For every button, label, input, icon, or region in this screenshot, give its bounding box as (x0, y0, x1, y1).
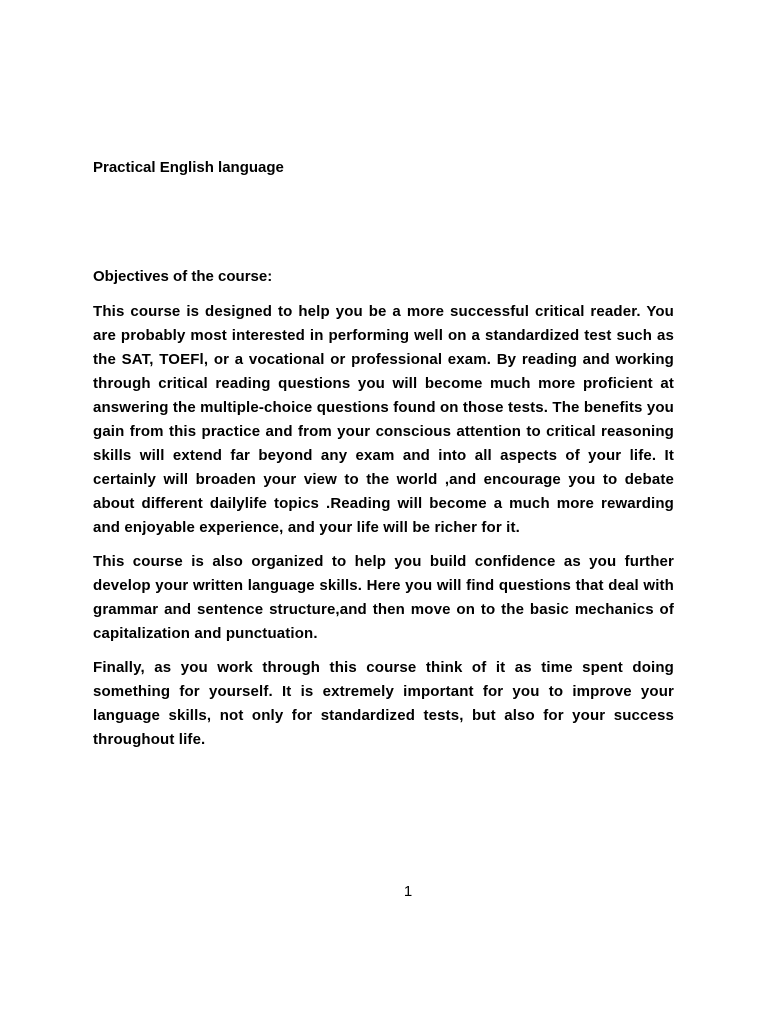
paragraph-2: This course is also organized to help you build confidence as you further develop your written language skills. Here you will find questions that deal with grammar and sentence structure,and then move on to the basic mechanics of capitalization and punctuation. (93, 553, 674, 642)
paragraph-3: Finally, as you work through this course think of it as time spent doing something for yourself. It is extremely important for you to improve your language skills, not only for standardized tests, but also for your success throughout life. (93, 659, 674, 748)
paragraph-1: This course is designed to help you be a more successful critical reader. You are probably most interested in performing well on a standardized test such as the SAT, TOEFl, or a vocational or professional exam. By reading and working through critical reading questions you will become much more proficient at answering the multiple-choice questions found on those tests. The benefits you gain from this practice and from your conscious attention to critical reasoning skills will extend far beyond any exam and into all aspects of your life. It certainly will broaden your view to the world ,and encourage you to debate about different dailylife topics .Reading will become a much more rewarding and enjoyable experience, and your life will be richer for it. (93, 303, 674, 536)
document-title: Practical English language (93, 159, 284, 176)
section-heading: Objectives of the course: (93, 268, 273, 285)
body-text (93, 300, 674, 762)
page-number: 1 (403, 883, 413, 900)
